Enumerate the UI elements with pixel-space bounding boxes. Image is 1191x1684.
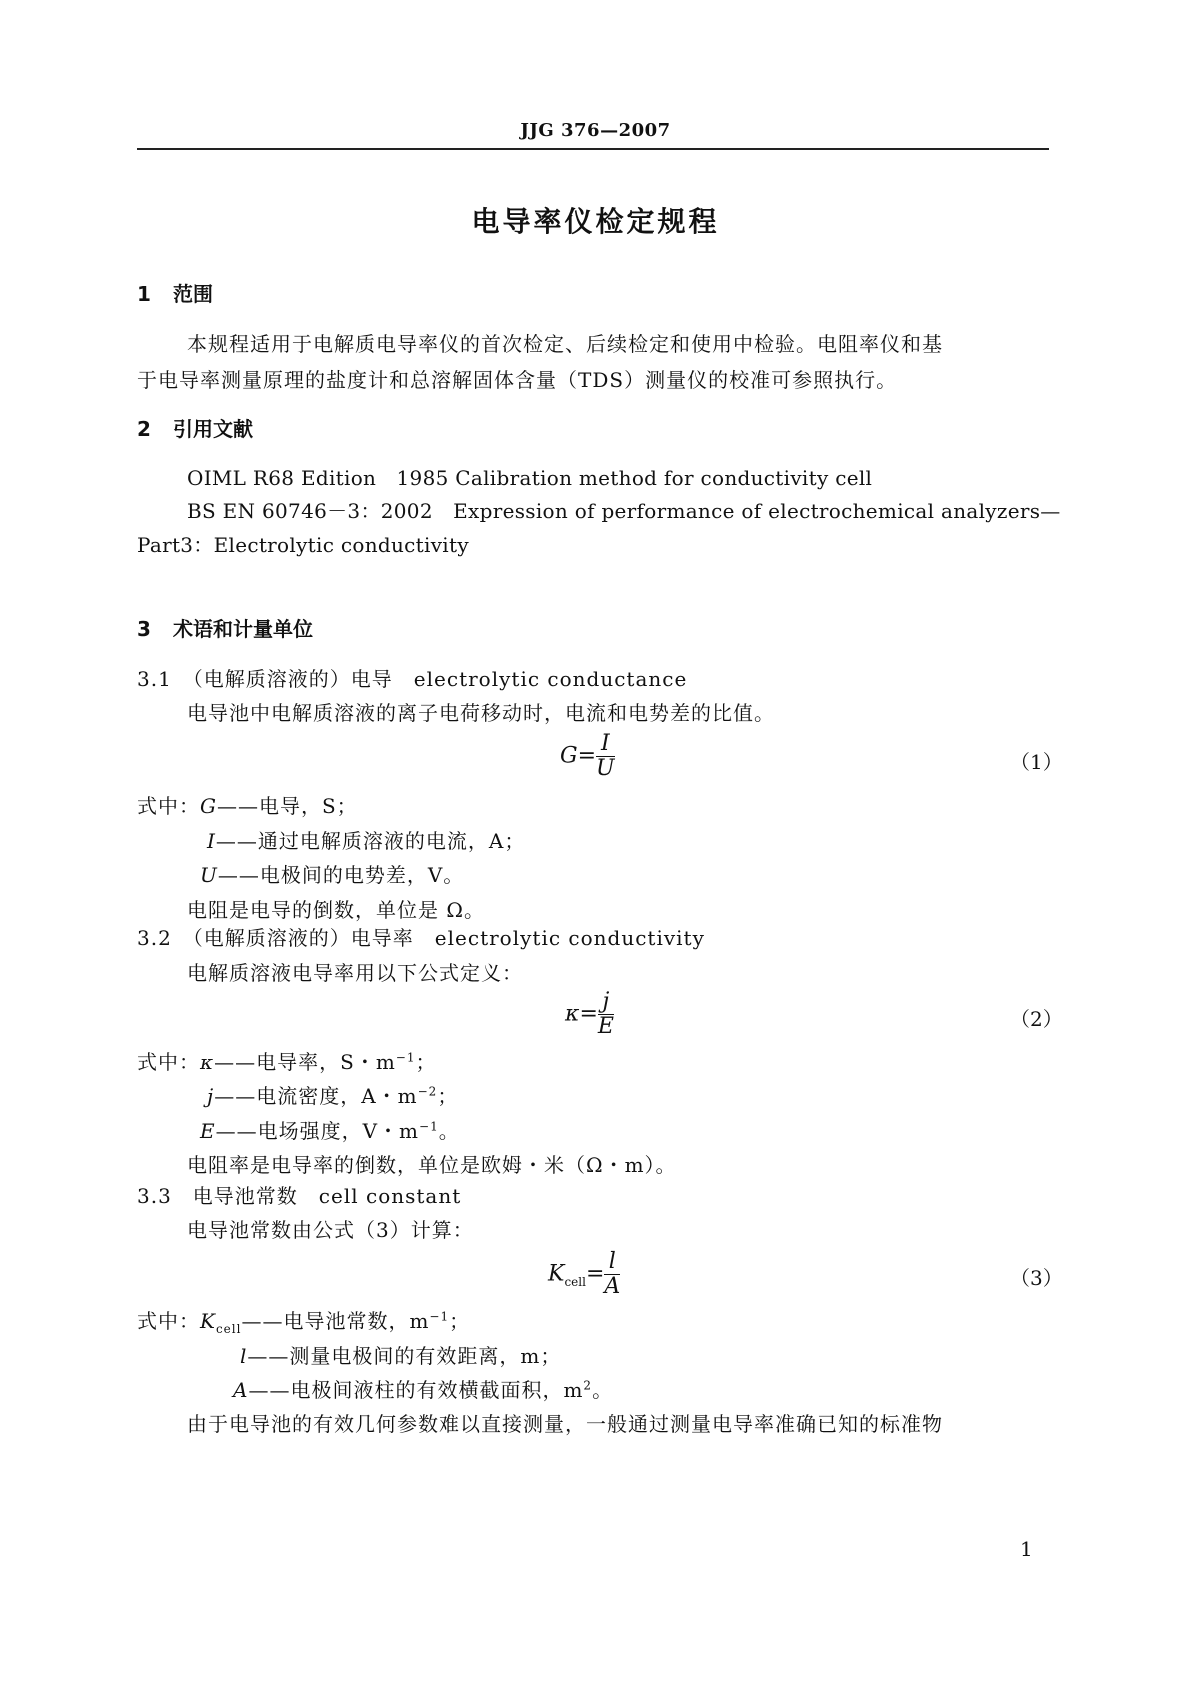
variable-desc: ——电导，S； xyxy=(216,794,358,818)
reference-item-continued: Part3：Electrolytic conductivity xyxy=(137,533,469,557)
variable-desc: ——电场强度，V・m xyxy=(215,1119,420,1143)
variable-symbol: κ xyxy=(200,1050,215,1074)
line-end: 。 xyxy=(592,1378,614,1402)
equation-op: = xyxy=(585,1261,605,1287)
denominator: U xyxy=(596,756,615,781)
subsection-3-2-heading: 3.2 （电解质溶液的）电导率 electrolytic conductivity xyxy=(137,926,705,950)
where-prefix: 式中： xyxy=(137,1309,200,1333)
equation-lhs: K xyxy=(548,1261,565,1287)
equation-op: = xyxy=(577,743,597,769)
variable-desc: ——电流密度，A・m xyxy=(214,1084,418,1108)
section-number: 2 xyxy=(137,417,151,441)
page-number: 1 xyxy=(1020,1537,1033,1561)
fraction xyxy=(604,1250,620,1299)
fraction xyxy=(598,990,614,1039)
paragraph-line: 于电导率测量原理的盐度计和总溶解固体含量（TDS）测量仪的校准可参照执行。 xyxy=(137,368,898,392)
equation-3 xyxy=(548,1250,620,1299)
variable-symbol: U xyxy=(200,863,218,887)
section-title: 术语和计量单位 xyxy=(173,617,313,641)
section-number: 3 xyxy=(137,617,151,641)
definition-text: 电导池常数由公式（3）计算： xyxy=(187,1218,474,1242)
page-title: 电导率仪检定规程 xyxy=(471,205,720,238)
equation-op: = xyxy=(579,1001,598,1027)
where-line xyxy=(240,1340,561,1369)
variable-desc: ——测量电极间的有效距离，m； xyxy=(247,1344,562,1368)
equation-number: （1） xyxy=(1010,750,1063,774)
variable-desc: ——电导率，S・m xyxy=(214,1050,396,1074)
section-number: 1 xyxy=(137,282,151,306)
equation-lhs: κ xyxy=(565,1001,580,1027)
note-text: 电阻是电导的倒数，单位是 Ω。 xyxy=(187,898,485,922)
subscript: cell xyxy=(564,1274,586,1289)
fraction xyxy=(596,732,615,781)
section-1-heading xyxy=(137,278,213,307)
variable-symbol: K xyxy=(200,1309,216,1333)
section-3-heading xyxy=(137,613,313,642)
equation-1 xyxy=(560,732,615,781)
unit-exponent: −1 xyxy=(419,1119,439,1134)
numerator: j xyxy=(598,990,614,1015)
equation-number: （3） xyxy=(1010,1266,1063,1290)
where-line xyxy=(207,825,525,854)
variable-symbol: I xyxy=(207,829,216,853)
equation-lhs: G xyxy=(560,743,578,769)
section-title: 引用文献 xyxy=(173,417,253,441)
line-end: ； xyxy=(449,1309,471,1333)
subscript: cell xyxy=(215,1322,242,1336)
running-header: JJG 376—2007 xyxy=(520,120,671,141)
variable-symbol: j xyxy=(207,1084,215,1108)
where-line xyxy=(207,1080,458,1109)
where-line xyxy=(137,790,358,819)
denominator: A xyxy=(604,1274,621,1299)
unit-exponent: −2 xyxy=(417,1084,438,1099)
reference-item: OIML R68 Edition 1985 Calibration method for conductivity cell xyxy=(187,466,873,490)
paragraph-line: 本规程适用于电解质电导率仪的首次检定、后续检定和使用中检验。电阻率仪和基 xyxy=(187,332,943,356)
definition-text: 电解质溶液电导率用以下公式定义： xyxy=(187,961,523,985)
line-end: ； xyxy=(415,1050,437,1074)
note-text: 电阻率是电导率的倒数，单位是欧姆・米（Ω・m）。 xyxy=(187,1153,677,1177)
variable-desc: ——电导池常数，m xyxy=(241,1309,430,1333)
variable-symbol: l xyxy=(240,1344,248,1368)
unit-exponent: −1 xyxy=(395,1050,416,1065)
numerator: l xyxy=(604,1250,620,1275)
section-2-heading xyxy=(137,413,253,442)
where-line xyxy=(137,1305,470,1336)
where-prefix: 式中： xyxy=(137,794,200,818)
section-title: 范围 xyxy=(173,282,213,306)
variable-desc: ——电极间液柱的有效横截面积，m xyxy=(248,1378,584,1402)
variable-desc: ——电极间的电势差，V。 xyxy=(217,863,465,887)
variable-symbol: A xyxy=(233,1378,249,1402)
equation-number: （2） xyxy=(1010,1007,1063,1031)
unit-exponent: −1 xyxy=(429,1309,450,1324)
where-line xyxy=(200,859,464,888)
where-line xyxy=(233,1374,613,1403)
where-line xyxy=(137,1046,437,1075)
numerator: I xyxy=(596,732,615,757)
header-rule xyxy=(137,148,1049,150)
variable-symbol: E xyxy=(200,1119,216,1143)
denominator: E xyxy=(597,1014,614,1039)
subsection-3-3-heading: 3.3 电导池常数 cell constant xyxy=(137,1184,462,1208)
subsection-3-1-heading: 3.1 （电解质溶液的）电导 electrolytic conductance xyxy=(137,667,688,691)
definition-text: 电导池中电解质溶液的离子电荷移动时，电流和电势差的比值。 xyxy=(187,701,775,725)
note-text: 由于电导池的有效几何参数难以直接测量，一般通过测量电导率准确已知的标准物 xyxy=(187,1412,943,1436)
variable-desc: ——通过电解质溶液的电流，A； xyxy=(215,829,526,853)
line-end: ； xyxy=(437,1084,459,1108)
reference-item: BS EN 60746－3：2002 Expression of performance of electrochemical analyzers— xyxy=(187,499,1061,523)
line-end: 。 xyxy=(438,1119,460,1143)
variable-symbol: G xyxy=(200,794,217,818)
where-prefix: 式中： xyxy=(137,1050,200,1074)
unit-exponent: 2 xyxy=(583,1378,593,1393)
equation-2 xyxy=(565,990,614,1039)
where-line xyxy=(200,1115,460,1144)
